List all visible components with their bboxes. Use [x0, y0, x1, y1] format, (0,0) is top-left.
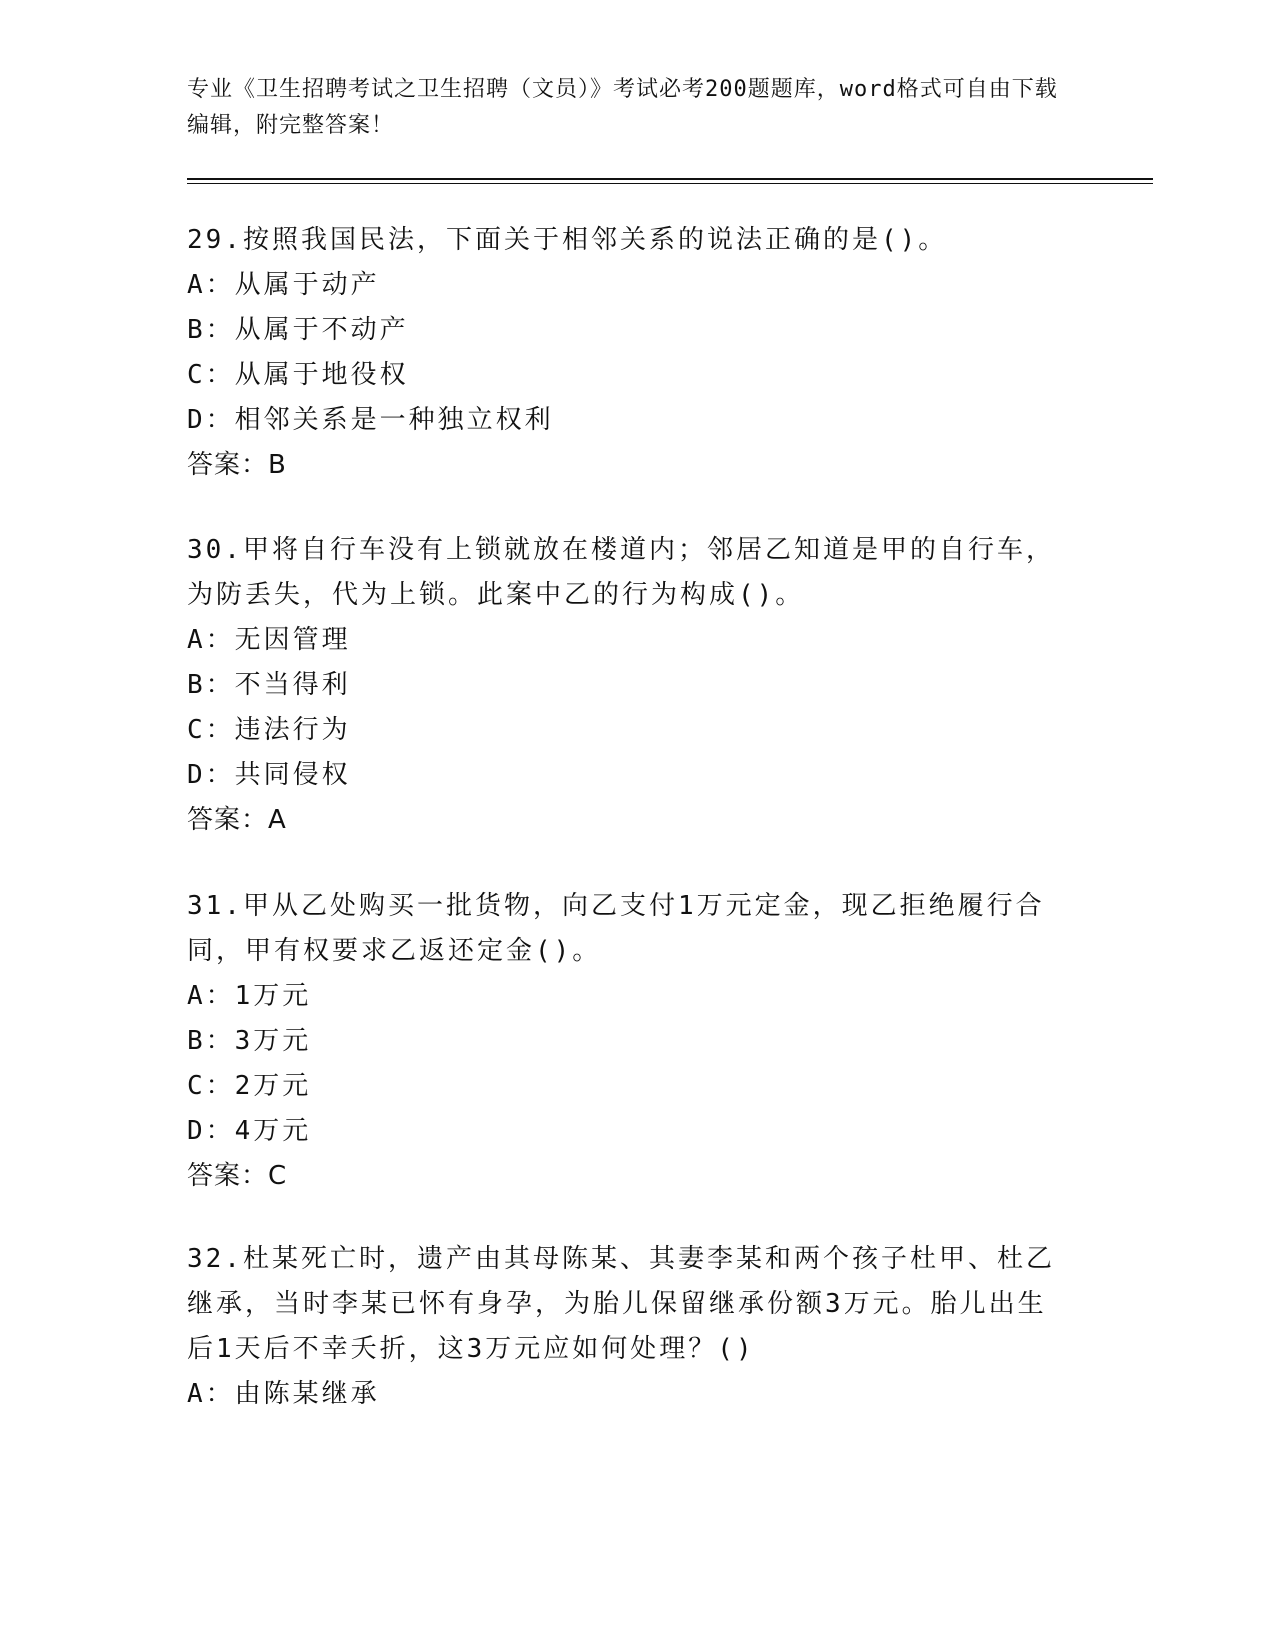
question-stem: 31.甲从乙处购买一批货物，向乙支付1万元定金，现乙拒绝履行合同，甲有权要求乙返还定金()。	[187, 891, 1045, 966]
option-d: D：相邻关系是一种独立权利	[187, 405, 554, 435]
option-b: B：从属于不动产	[187, 315, 409, 345]
option-b: B：不当得利	[187, 670, 351, 700]
answer: 答案：C	[187, 1161, 288, 1191]
question-30	[187, 528, 1067, 843]
option-a: A：从属于动产	[187, 270, 380, 300]
option-a: A：无因管理	[187, 625, 351, 655]
option-a: A：1万元	[187, 981, 312, 1011]
option-a: A：由陈某继承	[187, 1379, 380, 1409]
option-c: C：2万元	[187, 1071, 312, 1101]
header-rule-thick	[187, 178, 1153, 180]
option-b: B：3万元	[187, 1026, 312, 1056]
header-rule-thin	[187, 183, 1153, 184]
question-31	[187, 884, 1067, 1199]
option-d: D：共同侵权	[187, 760, 351, 790]
document-header: 专业《卫生招聘考试之卫生招聘（文员）》考试必考200题题库，word格式可自由下载编辑，附完整答案！	[187, 77, 1058, 138]
question-stem: 29.按照我国民法，下面关于相邻关系的说法正确的是()。	[187, 225, 948, 255]
option-d: D：4万元	[187, 1116, 312, 1146]
answer: 答案：B	[187, 450, 287, 480]
answer: 答案：A	[187, 805, 287, 835]
question-stem: 30.甲将自行车没有上锁就放在楼道内；邻居乙知道是甲的自行车，为防丢失，代为上锁。此案中乙的行为构成()。	[187, 535, 1055, 610]
question-32	[187, 1237, 1067, 1417]
question-29	[187, 218, 1067, 488]
question-stem: 32.杜某死亡时，遗产由其母陈某、其妻李某和两个孩子杜甲、杜乙继承，当时李某已怀有身孕，为胎儿保留继承份额3万元。胎儿出生后1天后不幸夭折，这3万元应如何处理？()	[187, 1244, 1055, 1364]
option-c: C：违法行为	[187, 715, 351, 745]
option-c: C：从属于地役权	[187, 360, 409, 390]
